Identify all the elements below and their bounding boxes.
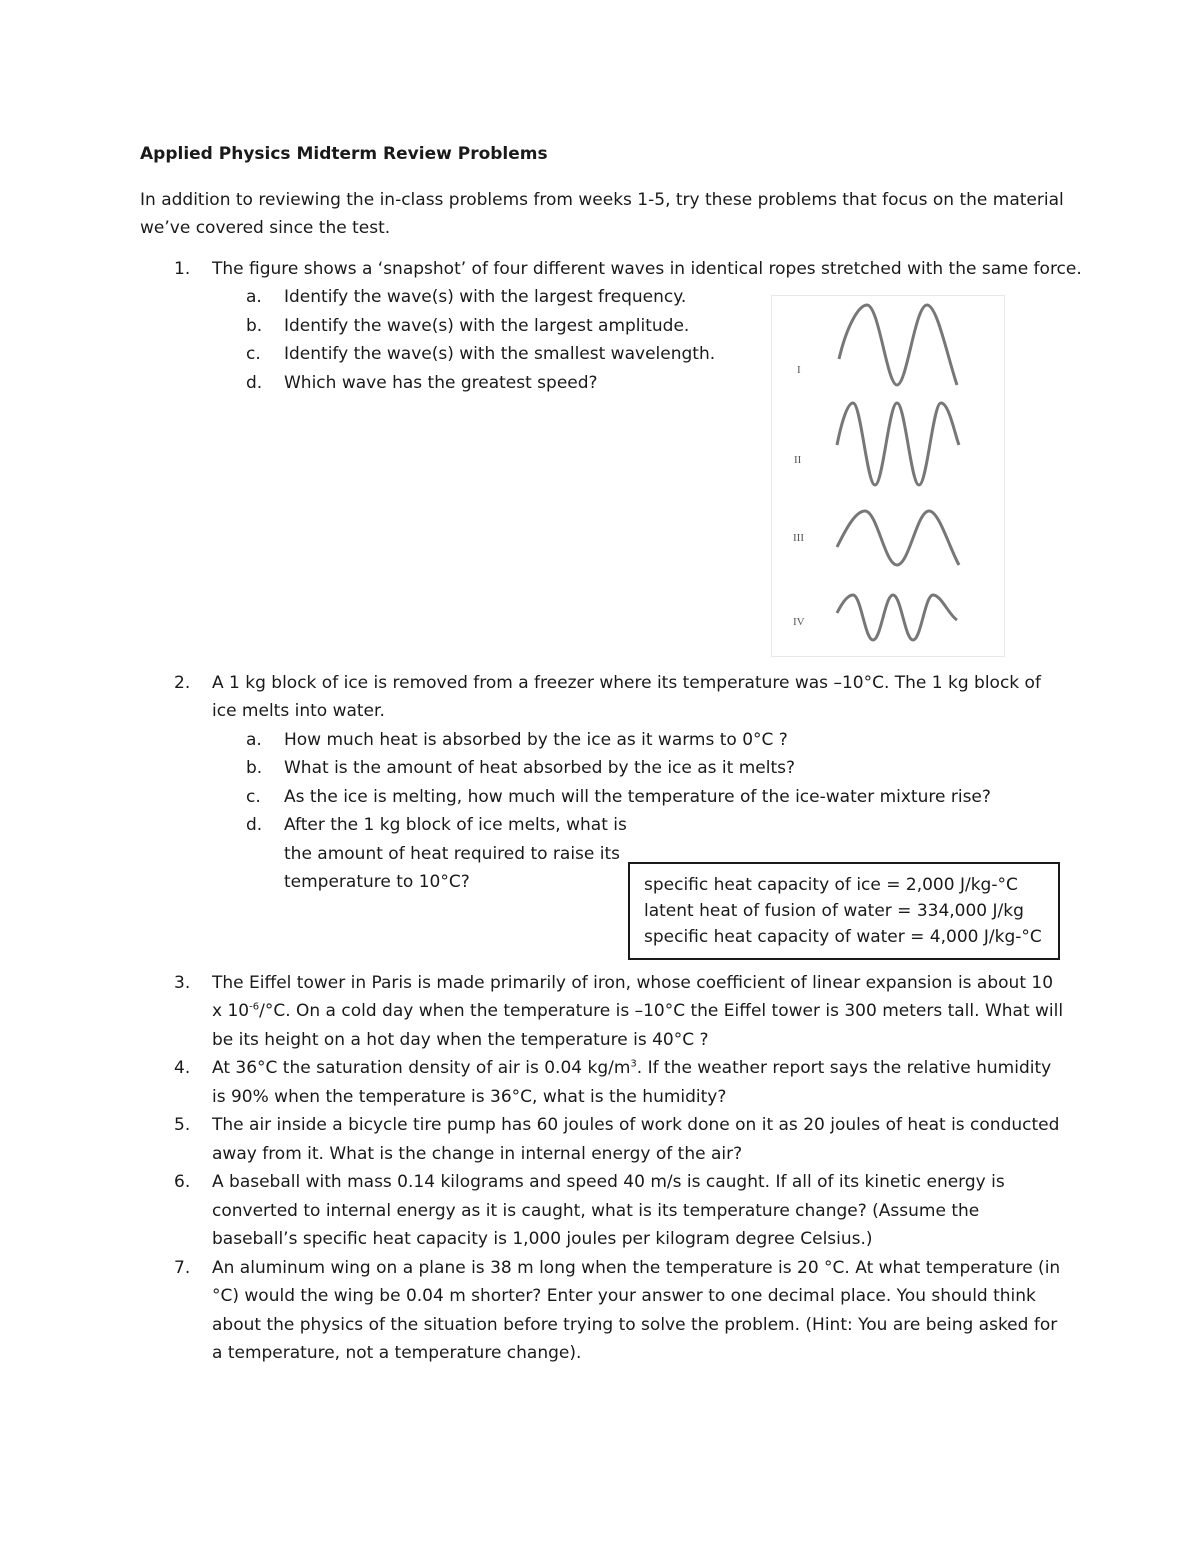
wave-label-ii: II [794,454,802,466]
exponent: -6 [249,1001,260,1013]
sub-letter: b. [246,758,263,778]
wave-label-iii: III [793,532,804,544]
question-text: A 1 kg block of ice is removed from a freezer where its temperature was –10°C. The 1 kg block of ice melts into water. [212,672,1041,721]
question-text: An aluminum wing on a plane is 38 m long when the temperature is 20 °C. At what temperature (in °C) would the wing be 0.04 m shorter? Enter your answer to one decimal place. You should think about the physics of the situation before trying to solve the problem. (Hint: You are being asked for a temperature, not a temperature change). [212,1257,1061,1363]
question-number: 3. [174,972,191,993]
sub-text: How much heat is absorbed by the ice as it warms to 0°C ? [284,729,788,750]
sub-letter: a. [246,729,262,750]
sub-text: Identify the wave(s) with the largest amplitude. [284,315,690,336]
sub-letter: d. [246,372,263,393]
question-text-part-1: The Eiffel tower in Paris is made primarily of iron, whose coefficient of linear expansion is about 10 x 10 [212,972,1054,1021]
question-text: A baseball with mass 0.14 kilograms and speed 40 m/s is caught. If all of its kinetic energy is converted to internal energy as it is caught, what is its temperature change? (Assume the baseball’s specific heat capacity is 1,000 joules per kilogram degree Celsius.) [212,1172,1005,1249]
sub-text: Which wave has the greatest speed? [284,372,598,393]
sub-letter: c. [246,786,261,807]
document-title: Applied Physics Midterm Review Problems [140,144,548,164]
question-text-part-2: . If the weather report says the relative humidity is 90% when the temperature is 36°C, what is the humidity? [212,1058,1052,1107]
question-text: The figure shows a ‘snapshot’ of four different waves in identical ropes stretched with the same force. [212,258,1082,279]
intro-paragraph: In addition to reviewing the in-class problems from weeks 1-5, try these problems that focus on the material we’ve covered since the test. [140,189,1064,238]
sub-letter: a. [246,287,262,307]
question-number: 4. [174,1058,191,1078]
wave-label-iv: IV [793,616,805,628]
question-text: The air inside a bicycle tire pump has 60 joules of work done on it as 20 joules of heat is conducted away from it. What is the change in internal energy of the air? [212,1115,1060,1164]
question-text-part-2: /°C. On a cold day when the temperature is –10°C the Eiffel tower is 300 meters tall. What will be its height on a hot day when the temperature is 40°C ? [212,1001,1064,1050]
question-6 [140,1168,1065,1254]
sub-question-a [212,726,1065,755]
question-4 [140,1054,1065,1111]
question-3 [140,969,1065,1055]
sub-text: After the 1 kg block of ice melts, what is the amount of heat required to raise its temperature to 10°C? [284,815,627,892]
wave-label-i: I [797,364,801,376]
question-text-part-1: At 36°C the saturation density of air is 0.04 kg/m [212,1058,631,1078]
sub-question-d [212,811,654,897]
question-number: 1. [174,258,191,279]
question-number: 7. [174,1257,191,1278]
constant-water-heat-capacity: specific heat capacity of water = 4,000 J/kg-°C [644,927,1042,947]
sub-text: As the ice is melting, how much will the temperature of the ice-water mixture rise? [284,786,991,807]
question-number: 5. [174,1115,191,1135]
remaining-questions [140,969,1065,1368]
sub-text: Identify the wave(s) with the largest frequency. [284,287,687,307]
constant-ice-heat-capacity: specific heat capacity of ice = 2,000 J/kg-°C [644,875,1018,895]
wave-iii [837,511,959,565]
sub-question-c [212,783,1065,812]
question-7 [140,1254,1065,1368]
wave-ii [837,403,959,485]
wave-i [839,305,957,385]
question-number: 2. [174,672,191,693]
sub-text: Identify the wave(s) with the smallest wavelength. [284,344,716,364]
sub-text: What is the amount of heat absorbed by the ice as it melts? [284,758,796,778]
sub-letter: c. [246,344,261,364]
question-number: 6. [174,1172,191,1192]
document-page [140,140,1082,1368]
exponent: 3 [630,1058,637,1070]
sub-letter: b. [246,315,263,336]
constant-latent-heat-fusion: latent heat of fusion of water = 334,000 J/kg [644,901,1024,921]
question-5 [140,1111,1065,1168]
sub-letter: d. [246,815,263,835]
wave-snapshot-figure [771,295,1005,657]
sub-question-b [212,754,1065,783]
wave-iv [837,595,957,640]
heat-constants-box [628,862,1060,960]
